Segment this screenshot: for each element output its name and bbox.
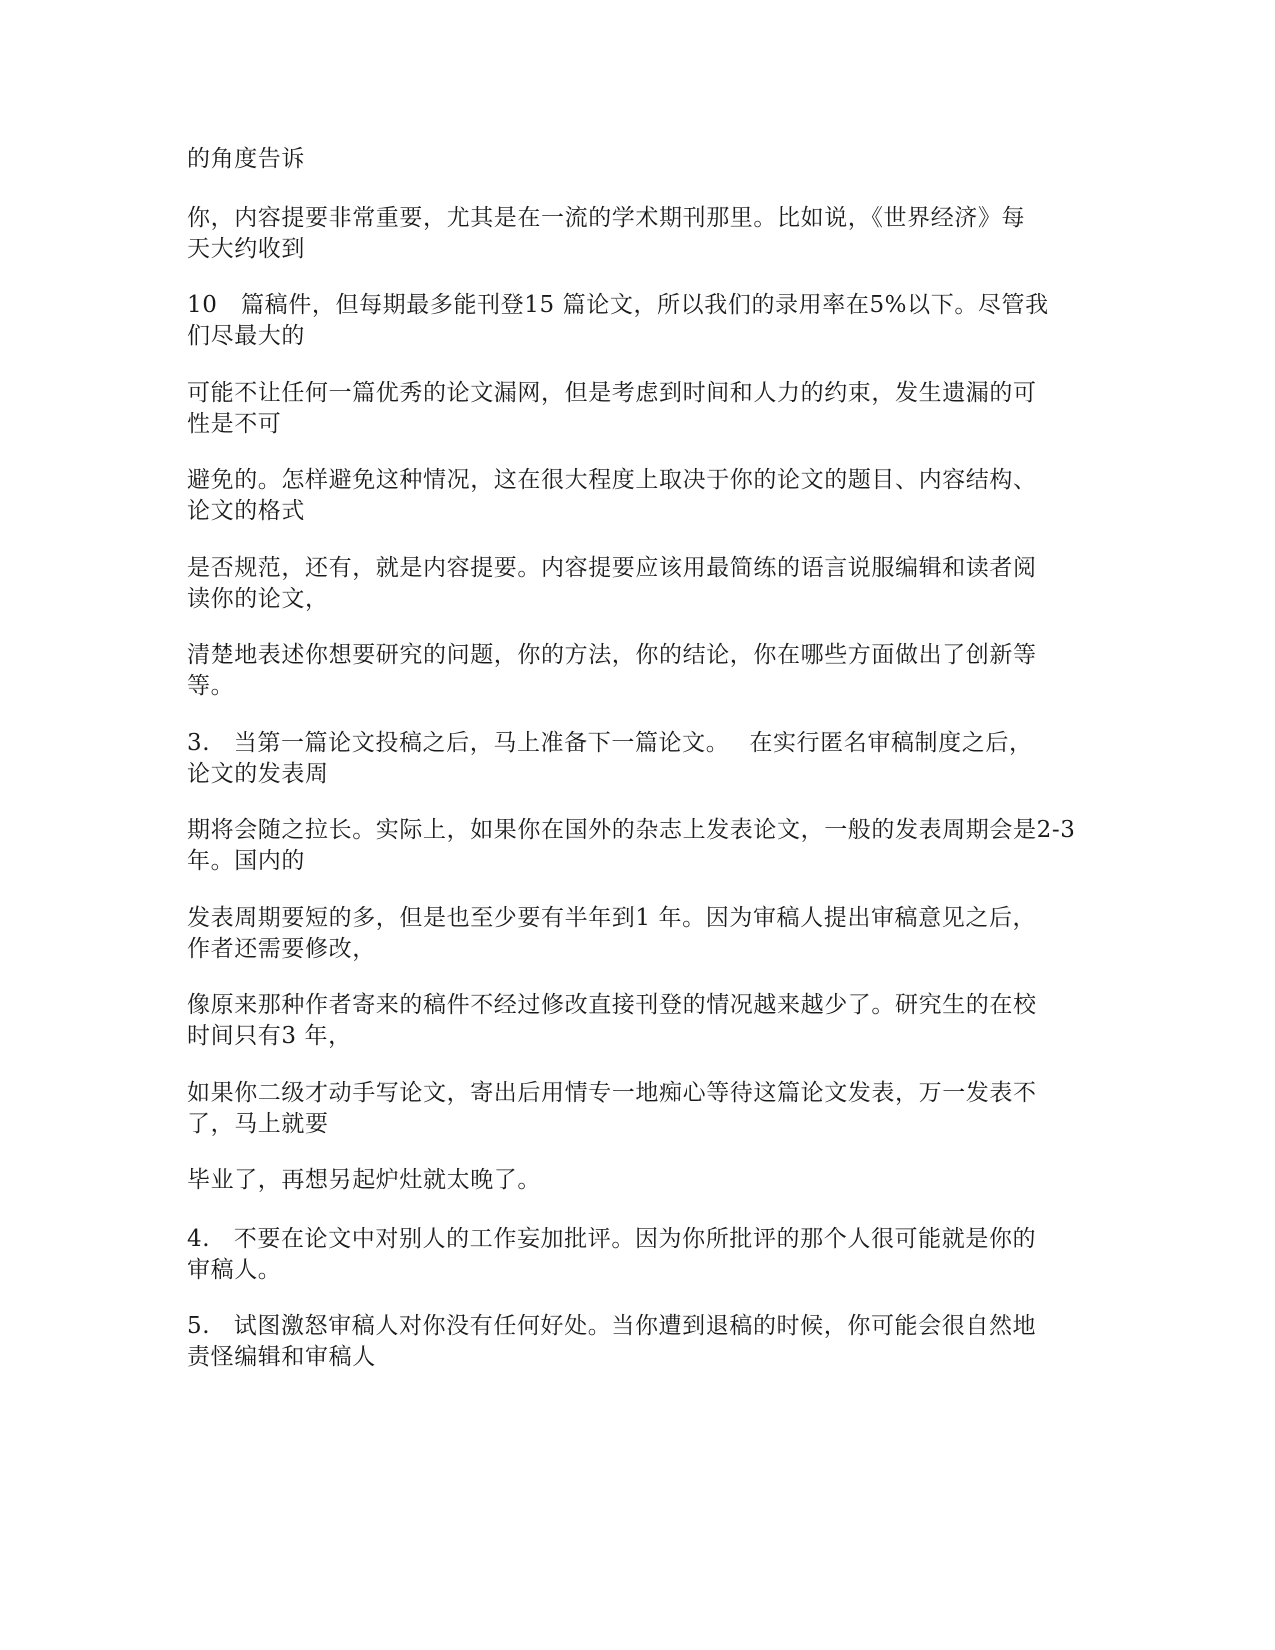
text-line: 了，马上就要 <box>187 1111 329 1137</box>
text-line: 的角度告诉 <box>187 146 305 172</box>
text-line: 作者还需要修改， <box>187 936 376 962</box>
paragraph-5 <box>187 465 1087 527</box>
paragraph-3 <box>187 290 1087 352</box>
text-line: 10 篇稿件，但每期最多能刊登15 篇论文，所以我们的录用率在5%以下。尽管我 <box>187 292 1049 318</box>
paragraph-8 <box>187 728 1087 790</box>
paragraph-11 <box>187 990 1087 1052</box>
text-line: 读你的论文， <box>187 586 329 612</box>
paragraph-7 <box>187 640 1087 702</box>
text-line: 是否规范，还有，就是内容提要。内容提要应该用最简练的语言说服编辑和读者阅 <box>187 555 1037 581</box>
text-line: 天大约收到 <box>187 236 305 262</box>
text-line: 们尽最大的 <box>187 323 305 349</box>
text-line: 审稿人。 <box>187 1257 282 1283</box>
text-line: 发表周期要短的多，但是也至少要有半年到1 年。因为审稿人提出审稿意见之后， <box>187 905 1037 931</box>
text-line: 可能不让任何一篇优秀的论文漏网，但是考虑到时间和人力的约束，发生遗漏的可 <box>187 380 1037 406</box>
text-line: 等。 <box>187 673 235 699</box>
paragraph-9 <box>187 815 1087 877</box>
paragraph-14 <box>187 1224 1087 1286</box>
text-line: 毕业了，再想另起炉灶就太晚了。 <box>187 1167 541 1193</box>
paragraph-10 <box>187 903 1087 965</box>
text-line: 4. 不要在论文中对别人的工作妄加批评。因为你所批评的那个人很可能就是你的 <box>187 1226 1037 1252</box>
text-line: 期将会随之拉长。实际上，如果你在国外的杂志上发表论文，一般的发表周期会是2-3 <box>187 817 1076 843</box>
text-line: 性是不可 <box>187 411 282 437</box>
paragraph-1 <box>187 144 1087 175</box>
text-line: 责怪编辑和审稿人 <box>187 1344 376 1370</box>
text-line: 论文的发表周 <box>187 761 329 787</box>
text-line: 清楚地表述你想要研究的问题，你的方法，你的结论，你在哪些方面做出了创新等 <box>187 642 1037 668</box>
paragraph-15 <box>187 1311 1087 1373</box>
text-line: 像原来那种作者寄来的稿件不经过修改直接刊登的情况越来越少了。研究生的在校 <box>187 992 1037 1018</box>
text-line: 避免的。怎样避免这种情况，这在很大程度上取决于你的论文的题目、内容结构、 <box>187 467 1037 493</box>
paragraph-13 <box>187 1165 1087 1196</box>
text-line: 你，内容提要非常重要，尤其是在一流的学术期刊那里。比如说，《世界经济》每 <box>187 205 1026 231</box>
text-line: 年。国内的 <box>187 848 305 874</box>
paragraph-2 <box>187 203 1087 265</box>
text-line: 时间只有3 年， <box>187 1023 352 1049</box>
paragraph-4 <box>187 378 1087 440</box>
paragraph-12 <box>187 1078 1087 1140</box>
text-line: 5. 试图激怒审稿人对你没有任何好处。当你遭到退稿的时候，你可能会很自然地 <box>187 1313 1037 1339</box>
text-line: 3. 当第一篇论文投稿之后，马上准备下一篇论文。 在实行匿名审稿制度之后， <box>187 730 1033 756</box>
text-line: 如果你二级才动手写论文，寄出后用情专一地痴心等待这篇论文发表，万一发表不 <box>187 1080 1037 1106</box>
text-line: 论文的格式 <box>187 498 305 524</box>
paragraph-6 <box>187 553 1087 615</box>
